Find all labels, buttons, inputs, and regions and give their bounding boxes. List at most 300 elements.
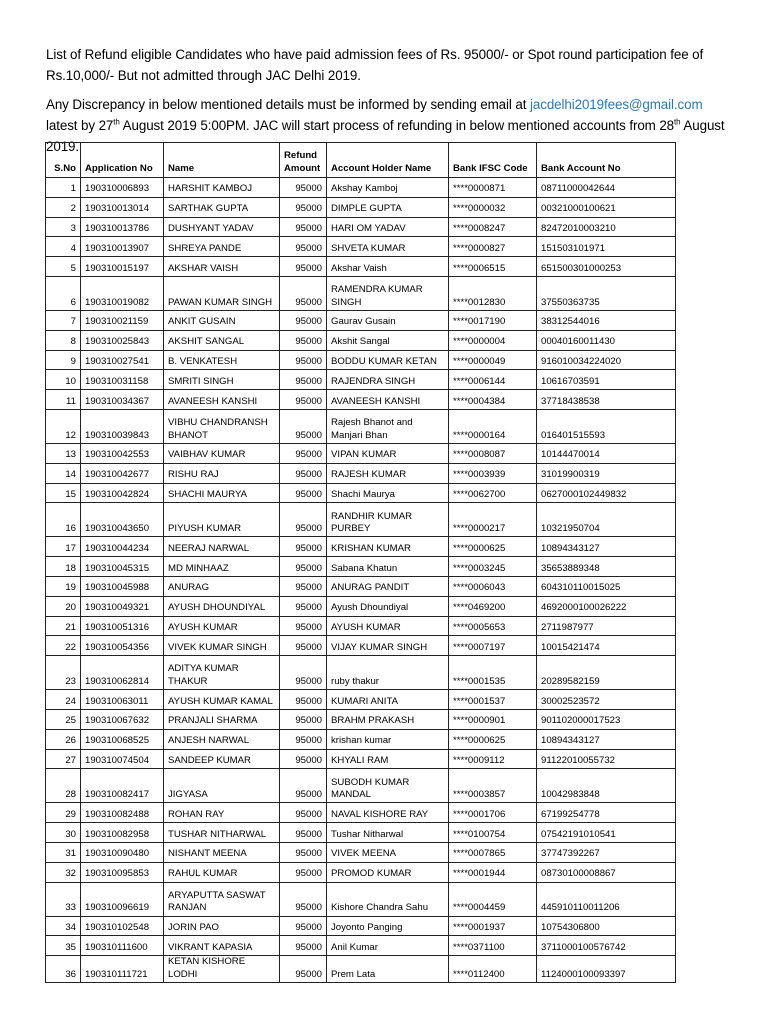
cell-ifsc: ****0100754 — [449, 823, 537, 843]
table-row — [46, 310, 676, 330]
cell-refund-amount: 95000 — [280, 503, 327, 537]
table-row — [46, 390, 676, 410]
cell-name: NEERAJ NARWAL — [164, 537, 280, 557]
cell-ifsc: ****0371100 — [449, 936, 537, 956]
cell-account-holder: krishan kumar — [327, 729, 449, 749]
table-row — [46, 197, 676, 217]
table-row — [46, 956, 676, 983]
cell-application-no: 190310049321 — [81, 596, 164, 616]
cell-bank-account: 07542191010541 — [537, 823, 676, 843]
cell-refund-amount: 95000 — [280, 178, 327, 198]
cell-refund-amount: 95000 — [280, 330, 327, 350]
cell-sno: 8 — [46, 330, 81, 350]
cell-application-no: 190310013907 — [81, 237, 164, 257]
table-row — [46, 576, 676, 596]
table-row — [46, 463, 676, 483]
cell-account-holder: SHVETA KUMAR — [327, 237, 449, 257]
cell-sno: 14 — [46, 463, 81, 483]
discrepancy-text: Any Discrepancy in below mentioned details must be informed by sending email at — [46, 97, 530, 112]
table-row — [46, 350, 676, 370]
cell-refund-amount: 95000 — [280, 803, 327, 823]
cell-refund-amount: 95000 — [280, 217, 327, 237]
cell-application-no: 190310021159 — [81, 310, 164, 330]
cell-refund-amount: 95000 — [280, 862, 327, 882]
cell-name: VAIBHAV KUMAR — [164, 443, 280, 463]
cell-application-no: 190310054356 — [81, 636, 164, 656]
cell-ifsc: ****0007865 — [449, 842, 537, 862]
cell-sno: 30 — [46, 823, 81, 843]
cell-name: SMRITI SINGH — [164, 370, 280, 390]
cell-refund-amount: 95000 — [280, 390, 327, 410]
cell-ifsc: ****0469200 — [449, 596, 537, 616]
cell-ifsc: ****0006144 — [449, 370, 537, 390]
cell-sno: 34 — [46, 916, 81, 936]
cell-name: NISHANT MEENA — [164, 842, 280, 862]
cell-sno: 22 — [46, 636, 81, 656]
cell-refund-amount: 95000 — [280, 537, 327, 557]
cell-name: VIBHU CHANDRANSH BHANOT — [164, 409, 280, 443]
cell-refund-amount: 95000 — [280, 350, 327, 370]
cell-application-no: 190310111721 — [81, 956, 164, 983]
cell-ifsc: ****0017190 — [449, 310, 537, 330]
cell-bank-account: 38312544016 — [537, 310, 676, 330]
table-row — [46, 769, 676, 803]
ordinal-suffix: th — [113, 117, 120, 127]
cell-ifsc: ****0006043 — [449, 576, 537, 596]
cell-sno: 4 — [46, 237, 81, 257]
cell-sno: 6 — [46, 276, 81, 310]
cell-refund-amount: 95000 — [280, 690, 327, 710]
cell-name: B. VENKATESH — [164, 350, 280, 370]
cell-sno: 10 — [46, 370, 81, 390]
cell-name: JIGYASA — [164, 769, 280, 803]
header-refund-amount: Refund Amount — [280, 143, 327, 178]
cell-sno: 23 — [46, 656, 81, 690]
cell-bank-account: 37718438538 — [537, 390, 676, 410]
cell-name: SHREYA PANDE — [164, 237, 280, 257]
cell-sno: 12 — [46, 409, 81, 443]
cell-name: RISHU RAJ — [164, 463, 280, 483]
cell-application-no: 190310013786 — [81, 217, 164, 237]
cell-application-no: 190310090480 — [81, 842, 164, 862]
cell-application-no: 190310082417 — [81, 769, 164, 803]
header-account-holder: Account Holder Name — [327, 143, 449, 178]
cell-ifsc: ****0000164 — [449, 409, 537, 443]
cell-sno: 20 — [46, 596, 81, 616]
cell-name: SARTHAK GUPTA — [164, 197, 280, 217]
intro-line-1: List of Refund eligible Candidates who have paid admission fees of Rs. 95000/- or Spot round participation fee of Rs.10,000/- But not admitted through JAC Delhi 2019. — [46, 47, 704, 83]
cell-refund-amount: 95000 — [280, 197, 327, 217]
cell-account-holder: Akshay Kamboj — [327, 178, 449, 198]
cell-sno: 19 — [46, 576, 81, 596]
cell-name: ROHAN RAY — [164, 803, 280, 823]
cell-ifsc: ****0003245 — [449, 557, 537, 577]
refund-start-text: August 2019 5:00PM. JAC will start process of refunding in below mentioned accounts from 28 — [119, 118, 675, 133]
cell-account-holder: Ayush Dhoundiyal — [327, 596, 449, 616]
cell-name: KETAN KISHORE LODHI — [164, 956, 280, 983]
refund-table — [45, 142, 676, 983]
table-row — [46, 916, 676, 936]
cell-refund-amount: 95000 — [280, 483, 327, 503]
cell-application-no: 190310034367 — [81, 390, 164, 410]
cell-sno: 28 — [46, 769, 81, 803]
table-row — [46, 803, 676, 823]
cell-name: ANJESH NARWAL — [164, 729, 280, 749]
cell-name: AKSHAR VAISH — [164, 257, 280, 277]
cell-refund-amount: 95000 — [280, 276, 327, 310]
cell-application-no: 190310013014 — [81, 197, 164, 217]
cell-account-holder: AYUSH KUMAR — [327, 616, 449, 636]
cell-sno: 9 — [46, 350, 81, 370]
cell-application-no: 190310045988 — [81, 576, 164, 596]
table-row — [46, 330, 676, 350]
cell-bank-account: 151503101971 — [537, 237, 676, 257]
cell-name: MD MINHAAZ — [164, 557, 280, 577]
cell-bank-account: 10015421474 — [537, 636, 676, 656]
cell-name: AKSHIT SANGAL — [164, 330, 280, 350]
cell-name: PRANJALI SHARMA — [164, 709, 280, 729]
cell-application-no: 190310111600 — [81, 936, 164, 956]
cell-sno: 1 — [46, 178, 81, 198]
cell-sno: 15 — [46, 483, 81, 503]
table-body — [46, 178, 676, 983]
cell-name: HARSHIT KAMBOJ — [164, 178, 280, 198]
cell-sno: 7 — [46, 310, 81, 330]
cell-name: ANKIT GUSAIN — [164, 310, 280, 330]
cell-refund-amount: 95000 — [280, 576, 327, 596]
cell-sno: 26 — [46, 729, 81, 749]
cell-account-holder: PROMOD KUMAR — [327, 862, 449, 882]
cell-ifsc: ****0001537 — [449, 690, 537, 710]
cell-name: SHACHI MAURYA — [164, 483, 280, 503]
cell-application-no: 190310102548 — [81, 916, 164, 936]
cell-name: DUSHYANT YADAV — [164, 217, 280, 237]
table-row — [46, 636, 676, 656]
table-row — [46, 749, 676, 769]
cell-account-holder: Anil Kumar — [327, 936, 449, 956]
table-row — [46, 823, 676, 843]
cell-account-holder: AVANEESH KANSHI — [327, 390, 449, 410]
cell-refund-amount: 95000 — [280, 557, 327, 577]
table-row — [46, 709, 676, 729]
cell-bank-account: 67199254778 — [537, 803, 676, 823]
cell-bank-account: 30002523572 — [537, 690, 676, 710]
cell-sno: 16 — [46, 503, 81, 537]
cell-account-holder: KHYALI RAM — [327, 749, 449, 769]
cell-account-holder: VIVEK MEENA — [327, 842, 449, 862]
cell-sno: 33 — [46, 882, 81, 916]
cell-ifsc: ****0000032 — [449, 197, 537, 217]
cell-sno: 11 — [46, 390, 81, 410]
cell-bank-account: 1124000100093397 — [537, 956, 676, 983]
cell-account-holder: Akshit Sangal — [327, 330, 449, 350]
cell-refund-amount: 95000 — [280, 616, 327, 636]
cell-refund-amount: 95000 — [280, 936, 327, 956]
cell-account-holder: RAJENDRA SINGH — [327, 370, 449, 390]
cell-ifsc: ****0000049 — [449, 350, 537, 370]
cell-application-no: 190310006893 — [81, 178, 164, 198]
table-row — [46, 690, 676, 710]
cell-bank-account: 00321000100621 — [537, 197, 676, 217]
cell-account-holder: ruby thakur — [327, 656, 449, 690]
cell-sno: 27 — [46, 749, 81, 769]
cell-bank-account: 10894343127 — [537, 537, 676, 557]
cell-application-no: 190310051316 — [81, 616, 164, 636]
header-bank-account: Bank Account No — [537, 143, 676, 178]
cell-application-no: 190310039843 — [81, 409, 164, 443]
cell-application-no: 190310082488 — [81, 803, 164, 823]
cell-bank-account: 00040160011430 — [537, 330, 676, 350]
table-header-row — [46, 143, 676, 178]
cell-application-no: 190310062814 — [81, 656, 164, 690]
cell-sno: 13 — [46, 443, 81, 463]
cell-bank-account: 3711000100576742 — [537, 936, 676, 956]
cell-name: VIVEK KUMAR SINGH — [164, 636, 280, 656]
table-row — [46, 656, 676, 690]
cell-application-no: 190310042553 — [81, 443, 164, 463]
cell-application-no: 190310042677 — [81, 463, 164, 483]
table-row — [46, 503, 676, 537]
cell-application-no: 190310015197 — [81, 257, 164, 277]
cell-ifsc: ****0001706 — [449, 803, 537, 823]
table-row — [46, 537, 676, 557]
cell-application-no: 190310067632 — [81, 709, 164, 729]
cell-account-holder: VIPAN KUMAR — [327, 443, 449, 463]
cell-name: VIKRANT KAPASIA — [164, 936, 280, 956]
refund-end-text: August 2019. — [46, 118, 725, 154]
cell-name: AVANEESH KANSHI — [164, 390, 280, 410]
cell-account-holder: BRAHM PRAKASH — [327, 709, 449, 729]
table-row — [46, 616, 676, 636]
table-row — [46, 257, 676, 277]
cell-bank-account: 91122010055732 — [537, 749, 676, 769]
cell-sno: 17 — [46, 537, 81, 557]
cell-ifsc: ****0000004 — [449, 330, 537, 350]
cell-ifsc: ****0001944 — [449, 862, 537, 882]
cell-ifsc: ****0012830 — [449, 276, 537, 310]
cell-name: TUSHAR NITHARWAL — [164, 823, 280, 843]
cell-sno: 25 — [46, 709, 81, 729]
cell-ifsc: ****0000871 — [449, 178, 537, 198]
cell-bank-account: 016401515593 — [537, 409, 676, 443]
cell-refund-amount: 95000 — [280, 596, 327, 616]
cell-ifsc: ****0000901 — [449, 709, 537, 729]
table-row — [46, 237, 676, 257]
cell-ifsc: ****0005653 — [449, 616, 537, 636]
cell-name: AYUSH KUMAR KAMAL — [164, 690, 280, 710]
cell-refund-amount: 95000 — [280, 842, 327, 862]
cell-name: PIYUSH KUMAR — [164, 503, 280, 537]
cell-refund-amount: 95000 — [280, 409, 327, 443]
cell-ifsc: ****0009112 — [449, 749, 537, 769]
cell-ifsc: ****0007197 — [449, 636, 537, 656]
cell-application-no: 190310027541 — [81, 350, 164, 370]
cell-account-holder: Sabana Khatun — [327, 557, 449, 577]
cell-sno: 5 — [46, 257, 81, 277]
cell-bank-account: 10321950704 — [537, 503, 676, 537]
cell-bank-account: 37550363735 — [537, 276, 676, 310]
cell-application-no: 190310043650 — [81, 503, 164, 537]
cell-ifsc: ****0008247 — [449, 217, 537, 237]
cell-application-no: 190310031158 — [81, 370, 164, 390]
cell-name: PAWAN KUMAR SINGH — [164, 276, 280, 310]
cell-account-holder: KRISHAN KUMAR — [327, 537, 449, 557]
cell-account-holder: Akshar Vaish — [327, 257, 449, 277]
cell-name: AYUSH KUMAR — [164, 616, 280, 636]
cell-account-holder: DIMPLE GUPTA — [327, 197, 449, 217]
cell-refund-amount: 95000 — [280, 237, 327, 257]
cell-bank-account: 08730100008867 — [537, 862, 676, 882]
table-row — [46, 842, 676, 862]
cell-sno: 31 — [46, 842, 81, 862]
cell-application-no: 190310042824 — [81, 483, 164, 503]
cell-refund-amount: 95000 — [280, 956, 327, 983]
cell-name: SANDEEP KUMAR — [164, 749, 280, 769]
cell-refund-amount: 95000 — [280, 370, 327, 390]
cell-ifsc: ****0000217 — [449, 503, 537, 537]
cell-account-holder: Tushar Nitharwal — [327, 823, 449, 843]
cell-account-holder: Kishore Chandra Sahu — [327, 882, 449, 916]
cell-bank-account: 08711000042644 — [537, 178, 676, 198]
table-row — [46, 882, 676, 916]
cell-name: JORIN PAO — [164, 916, 280, 936]
cell-sno: 21 — [46, 616, 81, 636]
cell-account-holder: NAVAL KISHORE RAY — [327, 803, 449, 823]
cell-ifsc: ****0003857 — [449, 769, 537, 803]
cell-application-no: 190310019082 — [81, 276, 164, 310]
cell-refund-amount: 95000 — [280, 823, 327, 843]
cell-account-holder: Prem Lata — [327, 956, 449, 983]
cell-refund-amount: 95000 — [280, 656, 327, 690]
cell-refund-amount: 95000 — [280, 443, 327, 463]
cell-account-holder: HARI OM YADAV — [327, 217, 449, 237]
cell-ifsc: ****0006515 — [449, 257, 537, 277]
table-row — [46, 178, 676, 198]
cell-ifsc: ****0003939 — [449, 463, 537, 483]
cell-refund-amount: 95000 — [280, 749, 327, 769]
cell-application-no: 190310074504 — [81, 749, 164, 769]
cell-ifsc: ****0004384 — [449, 390, 537, 410]
cell-name: ARYAPUTTA SASWAT RANJAN — [164, 882, 280, 916]
cell-ifsc: ****0062700 — [449, 483, 537, 503]
table-row — [46, 862, 676, 882]
cell-application-no: 190310045315 — [81, 557, 164, 577]
cell-account-holder: BODDU KUMAR KETAN — [327, 350, 449, 370]
cell-bank-account: 4692000100026222 — [537, 596, 676, 616]
cell-bank-account: 901102000017523 — [537, 709, 676, 729]
cell-refund-amount: 95000 — [280, 709, 327, 729]
cell-sno: 3 — [46, 217, 81, 237]
cell-bank-account: 82472010003210 — [537, 217, 676, 237]
ordinal-suffix: th — [674, 117, 681, 127]
table-row — [46, 557, 676, 577]
cell-account-holder: Shachi Maurya — [327, 483, 449, 503]
cell-bank-account: 445910110011206 — [537, 882, 676, 916]
cell-name: ANURAG — [164, 576, 280, 596]
cell-ifsc: ****0001937 — [449, 916, 537, 936]
cell-bank-account: 916010034224020 — [537, 350, 676, 370]
cell-bank-account: 37747392267 — [537, 842, 676, 862]
table-row — [46, 936, 676, 956]
cell-ifsc: ****0000625 — [449, 729, 537, 749]
cell-application-no: 190310025843 — [81, 330, 164, 350]
cell-application-no: 190310095853 — [81, 862, 164, 882]
cell-name: AYUSH DHOUNDIYAL — [164, 596, 280, 616]
cell-account-holder: RAMENDRA KUMAR SINGH — [327, 276, 449, 310]
cell-account-holder: KUMARI ANITA — [327, 690, 449, 710]
header-name: Name — [164, 143, 280, 178]
cell-bank-account: 35653889348 — [537, 557, 676, 577]
header-application-no: Application No — [81, 143, 164, 178]
cell-ifsc: ****0004459 — [449, 882, 537, 916]
cell-application-no: 190310096619 — [81, 882, 164, 916]
cell-bank-account: 604310110015025 — [537, 576, 676, 596]
table-row — [46, 483, 676, 503]
cell-ifsc: ****0008087 — [449, 443, 537, 463]
cell-sno: 32 — [46, 862, 81, 882]
table-row — [46, 276, 676, 310]
cell-bank-account: 10144470014 — [537, 443, 676, 463]
cell-refund-amount: 95000 — [280, 310, 327, 330]
table-row — [46, 370, 676, 390]
cell-bank-account: 10042983848 — [537, 769, 676, 803]
cell-sno: 29 — [46, 803, 81, 823]
cell-sno: 18 — [46, 557, 81, 577]
cell-account-holder: Joyonto Panging — [327, 916, 449, 936]
cell-account-holder: VIJAY KUMAR SINGH — [327, 636, 449, 656]
cell-application-no: 190310044234 — [81, 537, 164, 557]
cell-application-no: 190310082958 — [81, 823, 164, 843]
cell-bank-account: 10616703591 — [537, 370, 676, 390]
cell-account-holder: Rajesh Bhanot and Manjari Bhan — [327, 409, 449, 443]
table-row — [46, 217, 676, 237]
cell-refund-amount: 95000 — [280, 463, 327, 483]
cell-account-holder: RAJESH KUMAR — [327, 463, 449, 483]
cell-refund-amount: 95000 — [280, 729, 327, 749]
header-sno: S.No — [46, 143, 81, 178]
cell-account-holder: RANDHIR KUMAR PURBEY — [327, 503, 449, 537]
cell-bank-account: 10754306800 — [537, 916, 676, 936]
cell-refund-amount: 95000 — [280, 769, 327, 803]
cell-ifsc: ****0000827 — [449, 237, 537, 257]
cell-bank-account: 2711987977 — [537, 616, 676, 636]
cell-ifsc: ****0112400 — [449, 956, 537, 983]
cell-refund-amount: 95000 — [280, 257, 327, 277]
cell-bank-account: 31019900319 — [537, 463, 676, 483]
cell-account-holder: SUBODH KUMAR MANDAL — [327, 769, 449, 803]
cell-sno: 36 — [46, 956, 81, 983]
cell-application-no: 190310068525 — [81, 729, 164, 749]
cell-sno: 24 — [46, 690, 81, 710]
cell-application-no: 190310063011 — [81, 690, 164, 710]
cell-refund-amount: 95000 — [280, 636, 327, 656]
cell-bank-account: 10894343127 — [537, 729, 676, 749]
cell-sno: 35 — [46, 936, 81, 956]
cell-name: ADITYA KUMAR THAKUR — [164, 656, 280, 690]
cell-name: RAHUL KUMAR — [164, 862, 280, 882]
cell-bank-account: 651500301000253 — [537, 257, 676, 277]
cell-ifsc: ****0000625 — [449, 537, 537, 557]
cell-account-holder: Gaurav Gusain — [327, 310, 449, 330]
cell-bank-account: 20289582159 — [537, 656, 676, 690]
cell-bank-account: 0627000102449832 — [537, 483, 676, 503]
deadline-text: latest by 27 — [46, 118, 114, 133]
cell-account-holder: ANURAG PANDIT — [327, 576, 449, 596]
table-row — [46, 443, 676, 463]
cell-refund-amount: 95000 — [280, 916, 327, 936]
cell-ifsc: ****0001535 — [449, 656, 537, 690]
email-link[interactable]: jacdelhi2019fees@gmail.com — [530, 97, 703, 112]
